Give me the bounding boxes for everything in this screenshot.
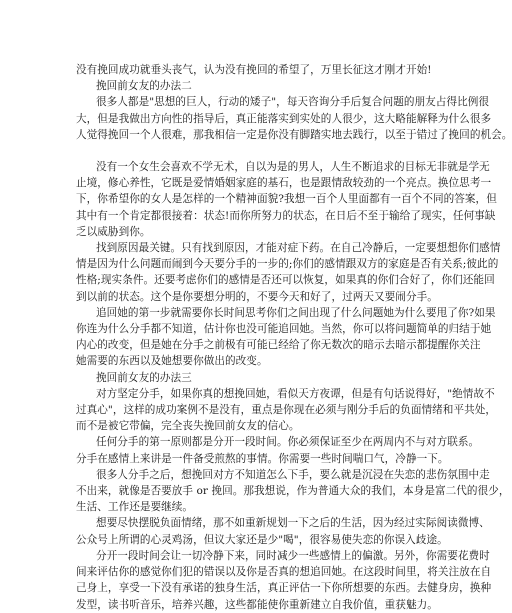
text-line: 过真心"，这样的成功案例不是没有，重点是你现在必须与刚分手后的负面情绪和平共处， (76, 404, 497, 417)
text-line: 下，你希望你的女人是怎样的一个精神面貌?我想一百个人里面都有一百个不同的答案，但 (76, 193, 497, 206)
text-line: 己身上，享受一下没有承诺的独身生活，真正评估一下你所想要的东西。去健身房，换种 (76, 582, 492, 595)
text-line: 乏以威胁到你。 (76, 225, 151, 238)
text-line: 止境，修心养性，它既是爱情婚姻家庭的基石，也是跟情敌较劲的一个亮点。换位思考一 (76, 177, 492, 190)
text-line: 公众号上所谓的心灵鸡汤，但议大家还是少"喝"，很容易使失恋的你误入歧途。 (76, 533, 448, 546)
text-line: 分开一段时间会让一切冷静下来，同时减少一些感情上的偏激。另外，你需要花费时 (96, 549, 490, 562)
text-line: 你连为什么分手都不知道，估计你也没可能追回她。当然，你可以将问题简单的归结于她 (76, 323, 492, 336)
text-line: 而不是被它带偏，完全丧失挽回前女友的信心。 (76, 420, 300, 433)
text-line: 性格;现实条件。还要考虑你们的感情是否还可以恢复，如果真的你们合好了，你们还能回 (76, 274, 495, 287)
text-line: 生活、工作还是要继续。 (76, 501, 194, 514)
text-line: 情是因为什么问题而闹到今天要分手的一步的;你们的感情跟双方的家庭是否有关系;彼此的 (76, 258, 499, 271)
text-line: 内心的改变，但是她在分手之前极有可能已经给了你无数次的暗示去暗示都提醒你关注 (76, 339, 481, 352)
text-line: 没有一个女生会喜欢不学无术，自以为是的男人，人生不断追求的目标无非就是学无 (96, 161, 490, 174)
text-line: 不出来，就像是否要放手 or 挽回。那我想说，作为普通大众的我们，本身是富二代的很少， (76, 485, 510, 498)
text-line: 对方坚定分手，如果你真的想挽回她，看似天方夜谭，但是有句话说得好，"绝情故不 (96, 387, 495, 400)
text-line: 到以前的状态。这个是你要想分明的，不要今天和好了，过两天又要闹分手。 (76, 290, 438, 303)
text-line: 其中有一个肯定都很接着：状态!而你所努力的状态，在日后不至于输给了现实，任何事缺 (76, 209, 496, 222)
text-line: 想要尽快摆脱负面情绪，那不如重新规划一下之后的生活，因为经过实际阅读微博、 (96, 517, 490, 530)
text-line: 很多人分手之后，想挽回对方不知道怎么下手，要么就是沉浸在失恋的悲伤氛围中走 (96, 468, 490, 481)
text-line: 人觉得挽回一个人很难，那我相信一定是你没有脚踏实地去践行，以至于错过了挽回的机会。 (76, 128, 512, 141)
text-line: 找到原因最关键。只有找到原因，才能对症下药。在自己冷静后，一定要想想你们感情 (96, 242, 501, 255)
text-line: 她需要的东西以及她想要你做出的改变。 (76, 355, 268, 368)
text-line: 发型，读书听音乐，培养兴趣，这些都能使你重新建立自我价值，重获魅力。 (76, 598, 438, 611)
text-line: 任何分手的第一原则都是分开一段时间。你必须保证至少在两周内不与对方联系。 (96, 436, 480, 449)
paragraph-gap (76, 143, 430, 159)
text-line: 大，但是我做出方向性的指导后，真正能落实到实处的人很少，这大略能解释为什么很多 (76, 112, 492, 125)
text-line: 挽回前女友的办法三 (96, 371, 192, 384)
text-line: 间来评估你的感觉你们犯的错误以及你是否真的想追回她。在这段时间里，将关注放在自 (76, 566, 492, 579)
text-line: 追回她的第一步就需要你长时间思考你们之间出现了什么问题她为什么要甩了你?如果 (96, 306, 496, 319)
text-line: 很多人都是"思想的巨人，行动的矮子"，每天咨询分手后复合问题的朋友占得比例很 (96, 96, 490, 109)
text-line: 没有挽回成功就垂头丧气，认为没有挽回的希望了，万里长征这才刚才开始! (76, 64, 432, 76)
text-line: 挽回前女友的办法二 (96, 80, 192, 93)
text-line: 分手在感情上来讲是一件备受煎熬的事情。你需要一些时间喘口气，冷静一下。 (76, 452, 449, 465)
